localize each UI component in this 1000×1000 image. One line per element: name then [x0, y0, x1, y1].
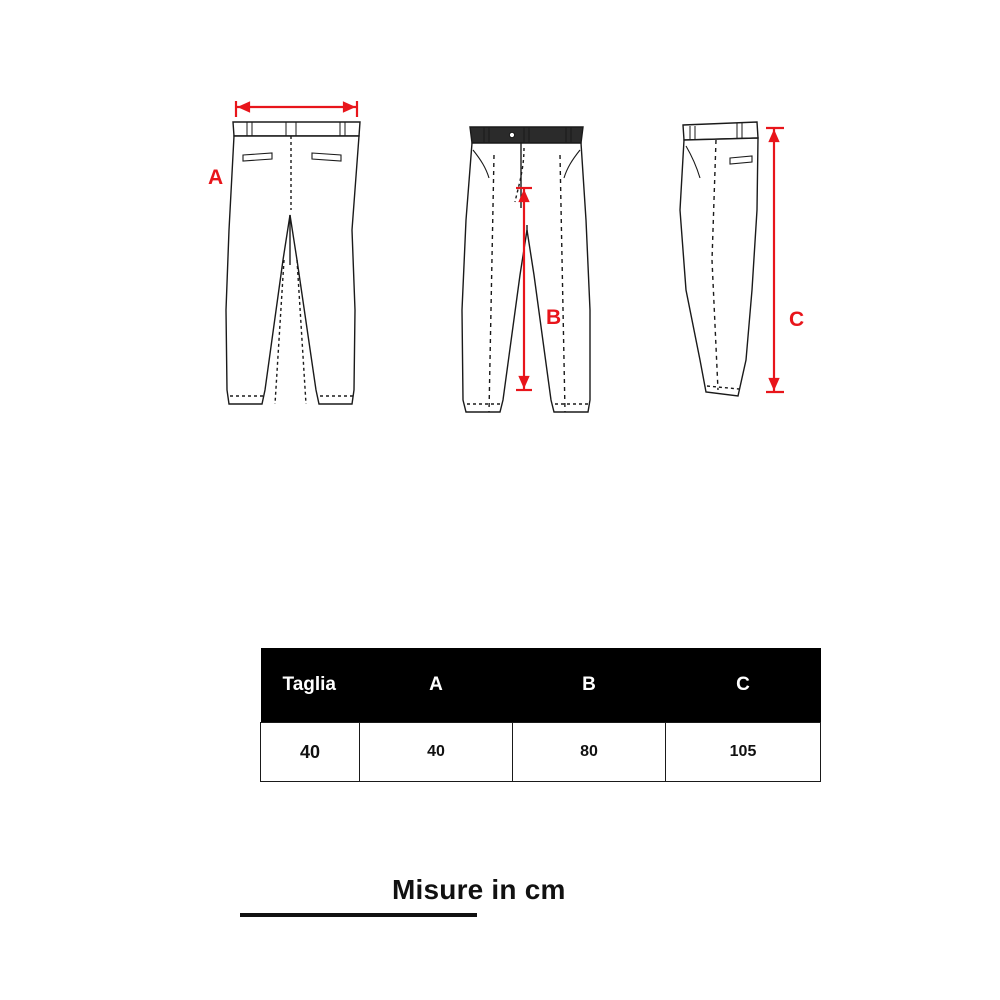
cell-c: 105: [666, 723, 821, 782]
cell-b: 80: [513, 723, 666, 782]
table-header-taglia: Taglia: [261, 648, 360, 723]
table-header-row: [261, 648, 821, 723]
pants-side-view: [680, 122, 758, 396]
table-row: [261, 723, 821, 782]
pants-back-view: [226, 122, 360, 404]
pants-illustrations-svg: [0, 60, 1000, 420]
table-header-a: A: [360, 648, 513, 723]
caption-underline: [240, 913, 477, 917]
measure-arrow-c: [766, 128, 784, 392]
pants-front-view: [462, 127, 590, 412]
table-header-b: B: [513, 648, 666, 723]
table-header-c: C: [666, 648, 821, 723]
pants-diagrams: [0, 60, 1000, 420]
measure-label-c: C: [789, 308, 805, 331]
measure-arrow-a: [236, 101, 357, 117]
size-table-container: [260, 648, 820, 782]
size-table-body: [261, 723, 821, 782]
cell-a: 40: [360, 723, 513, 782]
measure-label-a: A: [208, 166, 224, 189]
size-table: [260, 648, 821, 782]
caption-text: Misure in cm: [392, 874, 566, 905]
cell-taglia: 40: [261, 723, 360, 782]
measure-label-b: B: [546, 306, 562, 329]
size-table-head: [261, 648, 821, 723]
